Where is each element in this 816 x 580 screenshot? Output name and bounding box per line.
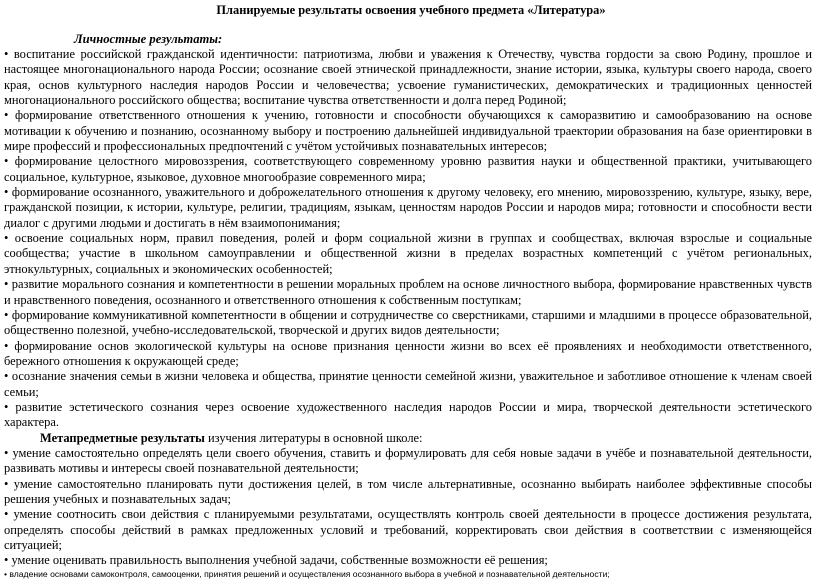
meta-results-list xyxy=(4,446,812,569)
list-item: • воспитание российской гражданской идентичности: патриотизма, любви и уважения к Отечеству, чувства гордости за свою Родину, прошлое и настоящее многонационального народа России; осознание своей этнической принадлежности, знание истории, языка, культуры своего народа, своего края, основ культурного наследия народов России и человечества; усвоение гуманистических, демократических и традиционных ценностей многонационального российского общества; воспитание чувства ответственности и долга перед Родиной; xyxy=(4,47,812,108)
list-item: • освоение социальных норм, правил поведения, ролей и форм социальной жизни в группах и сообществах, включая взрослые и социальные сообщества; участие в школьном самоуправлении и общественной жизни в пределах возрастных компетенций с учётом региональных, этнокультурных, социальных и экономических особенностей; xyxy=(4,231,812,276)
list-item: • формирование основ экологической культуры на основе признания ценности жизни во всех её проявлениях и необходимости ответственного, бережного отношения к окружающей среде; xyxy=(4,338,812,368)
last-list-item: • владение основами самоконтроля, самооценки, принятия решений и осуществления осознанного выбора в учебной и познавательной деятельности; xyxy=(4,568,610,579)
list-item: • развитие морального сознания и компетентности в решении моральных проблем на основе личностного выбора, формирование нравственных чувств и нравственного поведения, осознанного и ответственного отношения к собственным поступкам; xyxy=(4,277,812,307)
personal-results-list xyxy=(4,47,812,431)
meta-results-heading-bold: Метапредметные результаты xyxy=(40,430,205,445)
list-item: • формирование целостного мировоззрения, соответствующего современному уровню развития науки и общественной практики, учитывающего социальное, культурное, языковое, духовное многообразие современного мира; xyxy=(4,154,812,184)
meta-results-heading xyxy=(4,431,812,446)
list-item: • осознание значения семьи в жизни человека и общества, принятие ценности семейной жизни, уважительное и заботливое отношение к членам своей семьи; xyxy=(4,369,812,399)
list-item: • формирование коммуникативной компетентности в общении и сотрудничестве со сверстниками, старшими и младшими в процессе образовательной, общественно полезной, учебно-исследовательской, творческой и других видов деятельности; xyxy=(4,307,812,338)
meta-results-heading-rest: изучения литературы в основной школе: xyxy=(204,430,423,445)
list-item: • умение оценивать правильность выполнения учебной задачи, собственные возможности её решения; xyxy=(4,553,548,568)
list-item: • развитие эстетического сознания через освоение художественного наследия народов России и мира, творческой деятельности эстетического характера. xyxy=(4,399,812,430)
list-item: • формирование ответственного отношения к учению, готовности и способности обучающихся к саморазвитию и самообразованию на основе мотивации к обучению и познанию, осознанному выбору и построению дальнейшей индивидуальной траектории образования на базе ориентировки в мире профессий и профессиональных предпочтений с учётом устойчивых познавательных интересов; xyxy=(4,108,812,154)
document-title: Планируемые результаты освоения учебного предмета «Литература» xyxy=(216,3,606,17)
list-item: • умение соотносить свои действия с планируемыми результатами, осуществлять контроль своей деятельности в процессе достижения результата, определять способы действий в рамках предложенных условий и требований, корректировать свои действия в соответствии с изменяющейся ситуацией; xyxy=(4,507,812,552)
list-item: • умение самостоятельно планировать пути достижения целей, в том числе альтернативные, осознанно выбирать наиболее эффективные способы решения учебных и познавательных задач; xyxy=(4,476,812,506)
list-item: • формирование осознанного, уважительного и доброжелательного отношения к другому человеку, его мнению, мировоззрению, культуре, языку, вере, гражданской позиции, к истории, культуре, религии, традициям, языкам, ценностям народов России и народов мира; готовности и способности вести диалог с другими людьми и достигать в нём взаимопонимания; xyxy=(4,185,812,230)
personal-results-heading: Личностные результаты: xyxy=(74,32,223,46)
list-item: • умение самостоятельно определять цели своего обучения, ставить и формулировать для себя новые задачи в учёбе и познавательной деятельности, развивать мотивы и интересы своей познавательной деятельности; xyxy=(4,445,812,476)
